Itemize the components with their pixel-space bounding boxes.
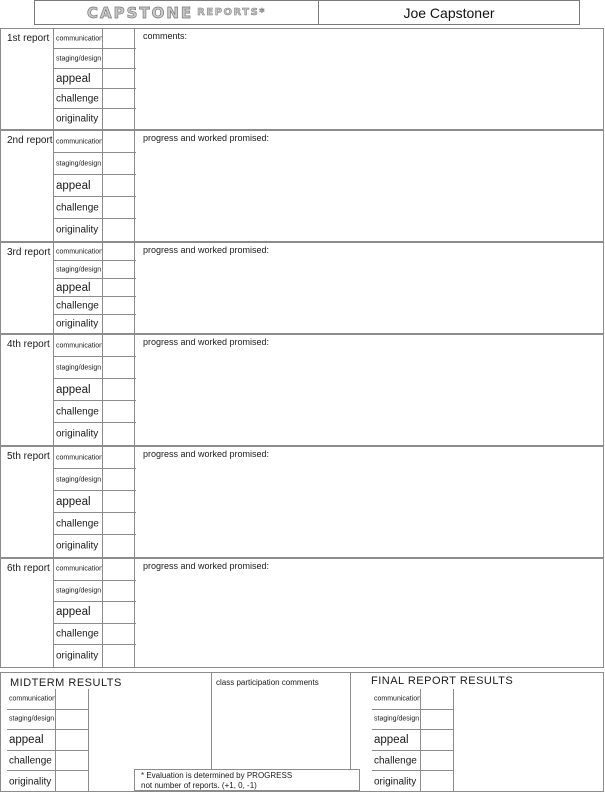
criterion-label: originality (56, 224, 99, 236)
criterion-row (372, 710, 454, 731)
report-block (0, 242, 604, 334)
score-cell[interactable] (102, 645, 136, 667)
score-cell[interactable] (55, 710, 89, 730)
score-cell[interactable] (102, 279, 136, 296)
score-cell[interactable] (102, 153, 136, 174)
criterion-row (7, 689, 89, 710)
criteria-column (53, 131, 135, 241)
report-label: 1st report (7, 33, 50, 44)
criterion-row (54, 602, 136, 624)
report-comment-area[interactable] (137, 43, 601, 127)
criterion-row (54, 645, 136, 667)
criterion-row (54, 559, 136, 581)
criterion-label: communication (56, 138, 104, 145)
report-comment-area[interactable] (137, 461, 601, 555)
evaluation-note-line-1: * Evaluation is determined by PROGRESS (141, 771, 293, 780)
score-cell[interactable] (102, 261, 136, 278)
criterion-label: communication (56, 342, 104, 349)
report-comment-label: progress and worked promised: (143, 133, 270, 143)
criterion-label: challenge (56, 628, 99, 640)
score-cell[interactable] (102, 379, 136, 400)
criterion-row (372, 771, 454, 792)
score-cell[interactable] (102, 423, 136, 445)
criterion-label: communication (9, 695, 57, 703)
criteria-column (53, 559, 135, 667)
criterion-label: challenge (56, 202, 99, 213)
criterion-row (54, 581, 136, 603)
score-cell[interactable] (102, 243, 136, 260)
score-cell[interactable] (55, 689, 89, 709)
criterion-label: originality (56, 428, 99, 440)
criterion-row (54, 175, 136, 197)
criterion-label: appeal (56, 281, 91, 294)
report-comment-label: progress and worked promised: (143, 337, 270, 347)
criterion-label: originality (56, 113, 99, 125)
criterion-row (54, 243, 136, 261)
score-cell[interactable] (102, 335, 136, 356)
criterion-row (54, 379, 136, 401)
score-cell[interactable] (420, 689, 454, 709)
report-label: 6th report (7, 563, 50, 574)
criterion-label: staging/design (56, 476, 102, 483)
report-comment-area[interactable] (137, 349, 601, 443)
criteria-column (53, 447, 135, 557)
criterion-label: challenge (56, 300, 99, 311)
criterion-row (54, 261, 136, 279)
criterion-row (54, 69, 136, 89)
form-header (34, 0, 580, 25)
report-comment-area[interactable] (137, 257, 601, 331)
criterion-row (54, 279, 136, 297)
criterion-row (54, 153, 136, 175)
criterion-row (54, 513, 136, 535)
criterion-label: originality (56, 540, 99, 552)
criteria-column (53, 243, 135, 333)
criterion-label: originality (56, 318, 99, 330)
score-cell[interactable] (102, 559, 136, 580)
criterion-row (54, 29, 136, 49)
score-cell[interactable] (420, 730, 454, 750)
score-cell[interactable] (102, 535, 136, 557)
criterion-row (54, 297, 136, 315)
score-cell[interactable] (102, 581, 136, 602)
report-block (0, 446, 604, 558)
criterion-row (7, 771, 89, 792)
report-comment-label: progress and worked promised: (143, 245, 270, 255)
criterion-label: originality (374, 776, 417, 788)
report-block (0, 28, 604, 130)
criterion-label: staging/design (374, 715, 420, 723)
criteria-column (53, 29, 135, 129)
logo-sub-text: REPORTS* (197, 7, 267, 18)
criterion-row (54, 469, 136, 491)
criterion-row (54, 447, 136, 469)
report-block (0, 558, 604, 668)
score-cell[interactable] (102, 219, 136, 241)
criterion-row (54, 535, 136, 557)
score-cell[interactable] (102, 49, 136, 68)
criterion-label: staging/design (56, 364, 102, 371)
criterion-row (54, 491, 136, 513)
score-cell[interactable] (102, 401, 136, 422)
score-cell[interactable] (102, 175, 136, 196)
criterion-row (54, 49, 136, 69)
criterion-label: challenge (56, 93, 99, 104)
student-name: Joe Capstoner (403, 4, 495, 21)
criterion-label: appeal (56, 383, 91, 396)
criterion-label: communication (56, 565, 104, 573)
score-cell[interactable] (55, 771, 89, 792)
criterion-label: originality (9, 776, 52, 788)
score-cell[interactable] (102, 602, 136, 623)
score-cell[interactable] (420, 710, 454, 730)
report-comment-label: comments: (143, 31, 188, 41)
criterion-label: communication (56, 35, 104, 42)
results-section (0, 672, 604, 792)
criterion-row (7, 751, 89, 772)
criterion-label: challenge (374, 755, 417, 767)
final-criteria-column (372, 689, 454, 792)
score-cell[interactable] (102, 469, 136, 490)
score-cell[interactable] (420, 751, 454, 771)
report-block (0, 130, 604, 242)
criterion-label: communication (56, 248, 104, 255)
score-cell[interactable] (102, 69, 136, 88)
report-label: 2nd report (7, 135, 53, 146)
criterion-label: challenge (56, 406, 99, 417)
score-cell[interactable] (102, 315, 136, 333)
criterion-label: staging/design (56, 55, 102, 62)
score-cell[interactable] (102, 89, 136, 108)
report-comment-label: progress and worked promised: (143, 449, 270, 459)
criterion-label: communication (56, 454, 104, 461)
score-cell[interactable] (55, 751, 89, 771)
report-label: 3rd report (7, 247, 51, 258)
criterion-label: appeal (56, 179, 91, 192)
criterion-row (7, 730, 89, 751)
criterion-row (54, 357, 136, 379)
criterion-row (54, 197, 136, 219)
criterion-label: staging/design (56, 587, 102, 595)
criterion-label: staging/design (56, 266, 102, 273)
score-cell[interactable] (102, 131, 136, 152)
midterm-criteria-column (7, 689, 89, 792)
criterion-label: challenge (9, 755, 52, 767)
score-cell[interactable] (55, 730, 89, 750)
criterion-row (54, 89, 136, 109)
criterion-label: staging/design (9, 715, 55, 723)
logo-main-text: CAPSTONE (86, 3, 194, 22)
score-cell[interactable] (102, 447, 136, 468)
report-block (0, 334, 604, 446)
evaluation-note-line-2: not number of reports. (+1, 0, -1) (141, 780, 257, 790)
report-comment-area[interactable] (137, 145, 601, 239)
evaluation-note (134, 769, 360, 791)
criterion-label: appeal (56, 72, 91, 85)
criterion-row (54, 109, 136, 129)
midterm-results-title: MIDTERM RESULTS (10, 677, 122, 689)
criterion-row (372, 689, 454, 710)
criterion-row (54, 423, 136, 445)
criterion-label: appeal (56, 495, 91, 508)
criterion-label: appeal (9, 733, 44, 746)
score-cell[interactable] (102, 197, 136, 218)
criterion-row (54, 335, 136, 357)
criterion-label: staging/design (56, 160, 102, 167)
criterion-row (372, 751, 454, 772)
report-label: 4th report (7, 339, 50, 350)
criterion-row (54, 624, 136, 646)
capstone-reports-logo (35, 1, 319, 24)
criterion-row (54, 401, 136, 423)
final-report-results-title: FINAL REPORT RESULTS (371, 675, 514, 687)
criterion-row (372, 730, 454, 751)
report-label: 5th report (7, 451, 50, 462)
criterion-label: communication (374, 695, 422, 703)
criterion-label: appeal (56, 606, 91, 619)
score-cell[interactable] (102, 29, 136, 48)
criterion-row (54, 315, 136, 333)
report-comment-area[interactable] (137, 573, 601, 665)
criterion-label: originality (56, 650, 99, 662)
criteria-column (53, 335, 135, 445)
score-cell[interactable] (102, 513, 136, 534)
criterion-row (54, 219, 136, 241)
score-cell[interactable] (420, 771, 454, 792)
criterion-row (54, 131, 136, 153)
class-participation-label: class participation comments (216, 678, 319, 687)
score-cell[interactable] (102, 624, 136, 645)
score-cell[interactable] (102, 357, 136, 378)
report-comment-label: progress and worked promised: (143, 561, 270, 571)
criterion-label: challenge (56, 518, 99, 529)
score-cell[interactable] (102, 491, 136, 512)
criterion-row (7, 710, 89, 731)
score-cell[interactable] (102, 297, 136, 314)
score-cell[interactable] (102, 109, 136, 129)
criterion-label: appeal (374, 733, 409, 746)
